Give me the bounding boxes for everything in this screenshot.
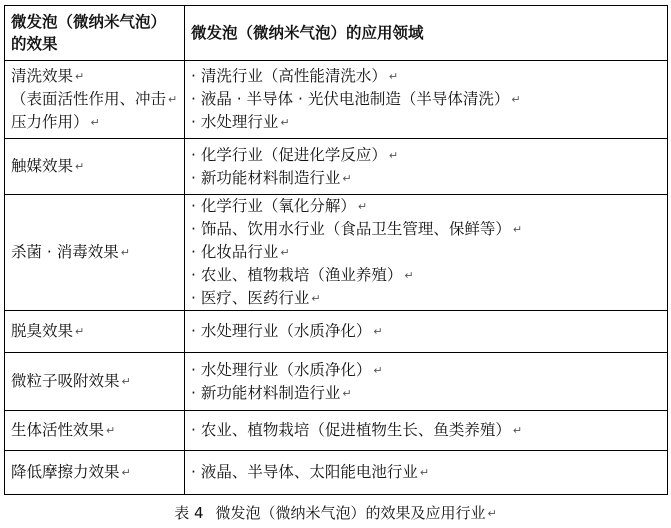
return-mark-icon: ↵	[280, 246, 290, 259]
effect-line	[11, 461, 178, 484]
effect-line	[11, 65, 178, 88]
return-mark-icon: ↵	[512, 424, 523, 437]
application-line	[191, 88, 661, 111]
application-text: · 化妆品行业	[191, 243, 279, 261]
header-effect-line: 的效果	[11, 35, 58, 53]
effect-line	[11, 111, 178, 134]
effect-line	[11, 419, 178, 442]
application-line	[191, 419, 661, 442]
table-row	[5, 353, 668, 411]
application-cell	[185, 139, 668, 195]
table-row	[5, 195, 668, 311]
application-cell	[185, 451, 668, 495]
table-header-row	[5, 6, 668, 61]
return-mark-icon: ↵	[388, 70, 399, 83]
effect-cell	[5, 139, 185, 195]
effect-text: 脱臭效果	[11, 322, 74, 340]
application-text: · 化学行业（氧化分解）	[191, 197, 356, 215]
effect-cell	[5, 311, 185, 353]
application-text: · 水处理行业	[191, 113, 279, 131]
application-line	[191, 65, 661, 88]
application-text: · 化学行业（促进化学反应）	[191, 145, 387, 164]
return-mark-icon: ↵	[511, 93, 521, 106]
return-mark-icon: ↵	[75, 160, 85, 173]
return-mark-icon: ↵	[342, 171, 352, 185]
return-mark-icon: ↵	[121, 466, 131, 479]
table-row	[5, 451, 668, 495]
effect-text: （表面活性作用、冲击	[11, 90, 167, 108]
return-mark-icon: ↵	[106, 424, 116, 437]
application-text: · 清洗行业（高性能清洗水）	[191, 67, 387, 85]
effect-cell	[5, 195, 185, 311]
application-line	[191, 320, 661, 343]
return-mark-icon: ↵	[373, 325, 383, 338]
effect-cell	[5, 353, 185, 411]
application-line	[191, 111, 661, 134]
table-row	[5, 61, 668, 139]
application-line	[191, 461, 661, 484]
effect-line	[11, 370, 178, 393]
application-cell	[185, 353, 668, 411]
effect-text: 微粒子吸附效果	[11, 372, 120, 390]
application-text: · 医疗、医药行业	[191, 289, 310, 307]
header-application-cell	[185, 6, 668, 61]
application-line	[191, 167, 661, 190]
application-text: · 新功能材料制造行业	[191, 383, 341, 402]
effect-text: 杀菌 · 消毒效果	[11, 243, 119, 261]
application-line	[191, 382, 661, 405]
application-line	[191, 359, 661, 382]
effect-text: 压力作用）	[11, 113, 89, 131]
table-row	[5, 411, 668, 451]
application-text: · 液晶、半导体、太阳能电池行业	[191, 463, 418, 481]
effect-line	[11, 320, 178, 343]
return-mark-icon: ↵	[311, 292, 321, 305]
header-effect-line: 微发泡（微纳米气泡）	[11, 13, 167, 31]
return-mark-icon: ↵	[419, 466, 430, 479]
return-mark-icon: ↵	[280, 116, 290, 129]
application-text: · 水处理行业（水质净化）	[191, 360, 372, 379]
header-effect-cell	[5, 6, 185, 61]
effect-text: 清洗效果	[11, 67, 74, 85]
return-mark-icon: ↵	[404, 269, 414, 282]
application-line	[191, 264, 661, 287]
caption-text: 微发泡（微纳米气泡）的效果及应用行业	[215, 504, 486, 522]
application-text: · 水处理行业（水质净化）	[191, 322, 372, 340]
effect-line	[11, 241, 178, 264]
return-mark-icon: ↵	[342, 386, 352, 400]
return-mark-icon: ↵	[487, 507, 497, 520]
application-text: · 农业、植物栽培（促进植物生长、鱼类养殖）	[191, 421, 511, 439]
return-mark-icon: ↵	[512, 223, 523, 236]
application-text: · 液晶 · 半导体 · 光伏电池制造（半导体清洗）	[191, 90, 510, 108]
return-mark-icon: ↵	[168, 93, 178, 106]
application-line	[191, 218, 661, 241]
return-mark-icon: ↵	[75, 325, 85, 338]
application-line	[191, 241, 661, 264]
effect-text: 降低摩擦力效果	[11, 463, 120, 481]
application-text: · 农业、植物栽培（渔业养殖）	[191, 266, 403, 284]
application-cell	[185, 311, 668, 353]
effects-applications-table	[4, 5, 668, 495]
effect-cell	[5, 451, 185, 495]
application-line	[191, 287, 661, 310]
return-mark-icon: ↵	[357, 200, 368, 213]
application-cell	[185, 411, 668, 451]
return-mark-icon: ↵	[121, 375, 131, 388]
header-application-text: 微发泡（微纳米气泡）的应用领域	[191, 24, 424, 42]
application-line	[191, 144, 661, 167]
effect-text: 生体活性效果	[11, 421, 105, 439]
application-cell	[185, 195, 668, 311]
return-mark-icon: ↵	[90, 116, 100, 129]
table-caption	[0, 503, 671, 524]
return-mark-icon: ↵	[75, 70, 85, 83]
application-cell	[185, 61, 668, 139]
table-row	[5, 139, 668, 195]
application-text: · 饰品、饮用水行业（食品卫生管理、保鲜等）	[191, 220, 511, 238]
effect-cell	[5, 61, 185, 139]
effect-text: 触媒效果	[11, 157, 74, 175]
return-mark-icon: ↵	[373, 363, 383, 377]
application-text: · 新功能材料制造行业	[191, 168, 341, 187]
return-mark-icon: ↵	[120, 246, 131, 259]
application-line	[191, 195, 661, 218]
caption-number: 表 4	[174, 504, 204, 522]
effect-cell	[5, 411, 185, 451]
return-mark-icon: ↵	[388, 148, 399, 162]
effect-line	[11, 88, 178, 111]
effect-line	[11, 155, 178, 178]
table-row	[5, 311, 668, 353]
